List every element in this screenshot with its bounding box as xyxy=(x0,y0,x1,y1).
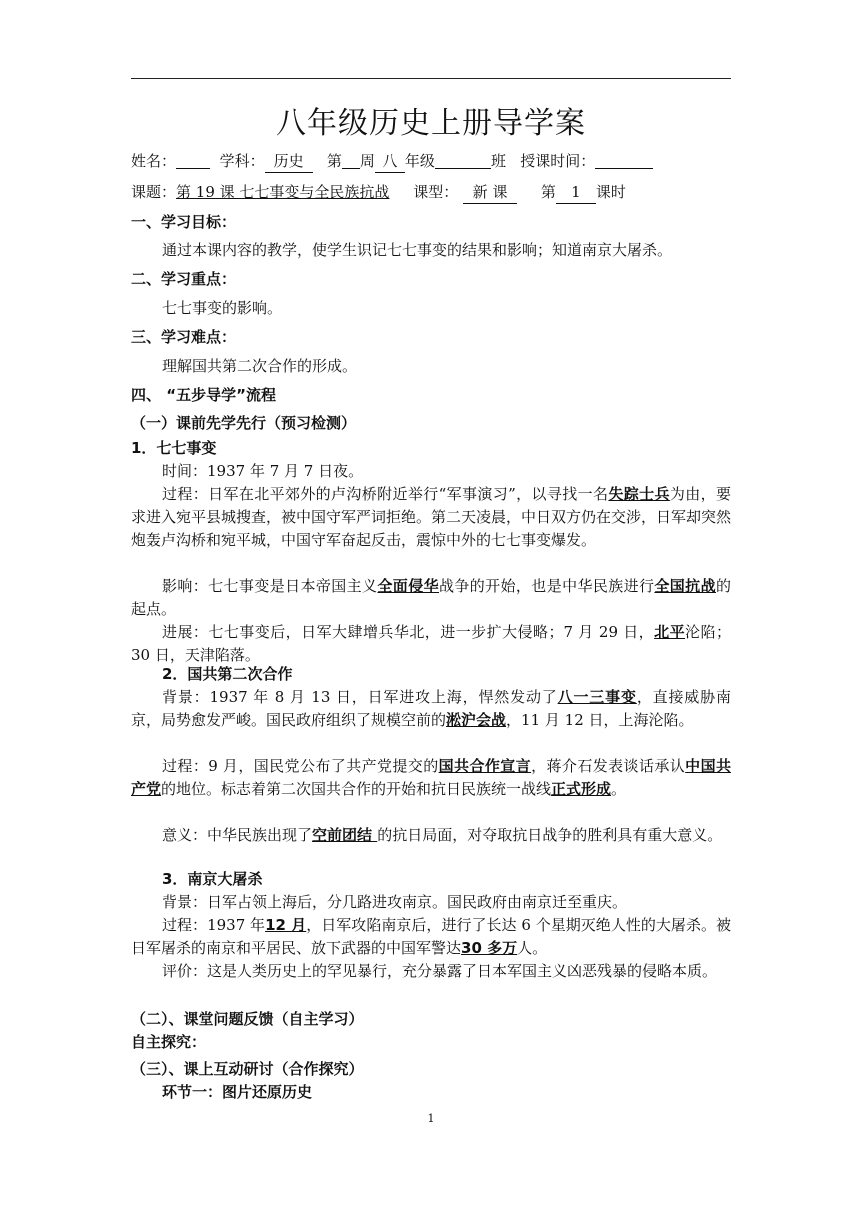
difficulty-text: 理解国共第二次合作的形成。 xyxy=(162,357,358,375)
class-label: 班 xyxy=(490,152,506,170)
part2-significance: 意义：中华民族出现了空前团结 的抗日局面，对夺取抗日战争的胜利具有重大意义。 xyxy=(162,826,723,844)
part3-evaluation: 评价：这是人类历史上的罕见暴行，充分暴露了日本军国主义凶恶残暴的侵略本质。 xyxy=(162,962,718,980)
topic-label: 课题： xyxy=(131,183,177,201)
week-field[interactable] xyxy=(342,152,360,169)
section-heading-preview: （一）课前先学先行（预习检测） xyxy=(131,414,357,432)
part2-process: 过程：9 月，国民党公布了共产党提交的国共合作宣言，蒋介石发表谈话承认中国共产党的地位。标志着第二次国共合作的开始和抗日民族统一战线正式形成。 xyxy=(131,757,731,798)
type-label: 课型： xyxy=(413,183,459,201)
name-field[interactable] xyxy=(176,152,210,169)
subject-field[interactable]: 历史 xyxy=(265,150,313,173)
class-field[interactable] xyxy=(435,152,491,169)
period-suffix: 课时 xyxy=(595,183,626,201)
section-heading-difficulty: 三、学习难点： xyxy=(131,328,237,346)
focus-text: 七七事变的影响。 xyxy=(162,299,283,317)
part1-time: 时间：1937 年 7 月 7 日夜。 xyxy=(162,462,364,480)
section-heading-flow: 四、 “五步导学”流程 xyxy=(131,386,276,404)
time-label: 授课时间： xyxy=(520,152,596,170)
section-heading-focus: 二、学习重点： xyxy=(131,270,237,288)
header-rule xyxy=(131,78,731,79)
page-title: 八年级历史上册导学案 xyxy=(276,106,586,141)
part3-process: 过程：1937 年12 月，日军攻陷南京后，进行了长达 6 个星期灭绝人性的大屠杀。被日军屠杀的南京和平居民、放下武器的中国军警达30 多万人。 xyxy=(131,916,731,957)
type-value: 新 课 xyxy=(463,181,517,204)
part1-process: 过程：日军在北平郊外的卢沟桥附近举行“军事演习”，以寻找一名失踪士兵为由，要求进入宛平县城搜查，被中国守军严词拒绝。第二天凌晨，中日双方仍在交涉，日军却突然炮轰卢沟桥和宛平城，中国守军奋起反击，震惊中外的七七事变爆发。 xyxy=(131,485,732,549)
part3-heading: 3．南京大屠杀 xyxy=(162,870,263,888)
part2-heading: 2．国共第二次合作 xyxy=(162,665,293,683)
part1-progress: 进展：七七事变后，日军大肆增兵华北，进一步扩大侵略；7 月 29 日，北平沦陷；30 日，天津陷落。 xyxy=(131,623,731,664)
part3-background: 背景：日军占领上海后，分几路进攻南京。国民政府由南京迁至重庆。 xyxy=(162,893,628,911)
grade-field[interactable]: 八 xyxy=(375,150,405,173)
page-number: 1 xyxy=(427,1112,435,1125)
section-heading-goals: 一、学习目标： xyxy=(131,213,237,231)
part1-heading: 1．七七事变 xyxy=(131,439,217,457)
section-heading-interactive: （三）、课上互动研讨（合作探究） xyxy=(131,1060,364,1078)
week-suffix: 周 xyxy=(359,152,375,170)
time-field[interactable] xyxy=(595,152,653,169)
part2-background: 背景：1937 年 8 月 13 日，日军进攻上海，悍然发动了八一三事变，直接威胁南京，局势愈发严峻。国民政府组织了规模空前的淞沪会战，11 月 12 日，上海沦陷。 xyxy=(131,688,731,729)
info-line xyxy=(131,150,731,173)
step1-heading: 环节一：图片还原历史 xyxy=(162,1083,313,1101)
goals-text: 通过本课内容的教学，使学生识记七七事变的结果和影响；知道南京大屠杀。 xyxy=(162,241,673,259)
grade-label: 年级 xyxy=(404,152,435,170)
week-label: 第 xyxy=(326,152,342,170)
subject-label: 学科： xyxy=(219,152,265,170)
lesson-line xyxy=(131,181,731,204)
part1-impact: 影响：七七事变是日本帝国主义全面侵华战争的开始，也是中华民族进行全国抗战的起点。 xyxy=(131,577,731,618)
self-study-label: 自主探究： xyxy=(131,1033,207,1051)
topic-value: 第 19 课 七七事变与全民族抗战 xyxy=(176,183,390,201)
period-value: 1 xyxy=(556,181,596,204)
period-prefix: 第 xyxy=(540,183,556,201)
section-heading-feedback: （二）、课堂问题反馈（自主学习） xyxy=(131,1010,364,1028)
name-label: 姓名： xyxy=(131,152,177,170)
